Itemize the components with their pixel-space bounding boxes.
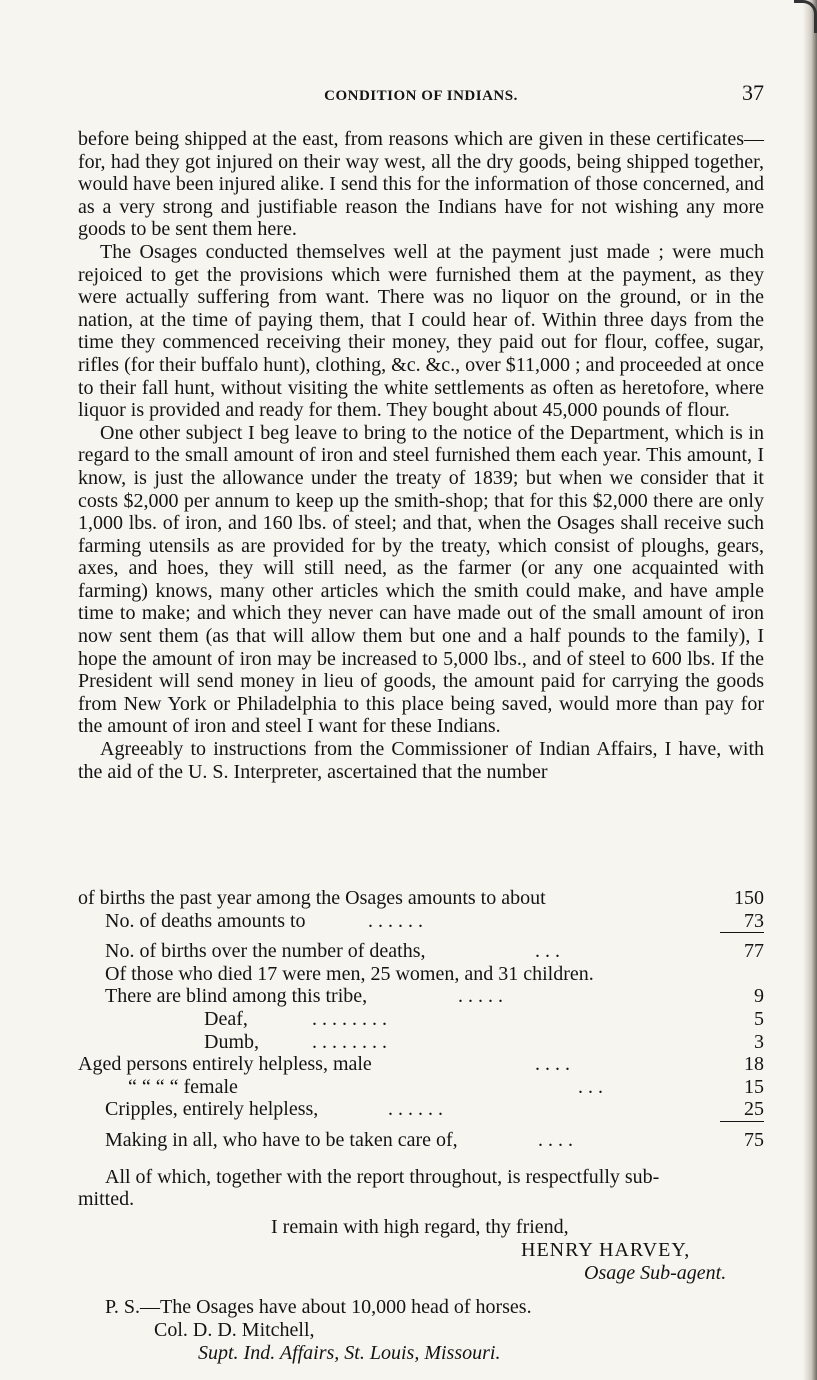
deaf-value: 5	[754, 1007, 764, 1030]
paragraph-3: One other subject I beg leave to bring to the notice of the Department, which is in regard to the small amount of iron and steel furnished them each year. This amount, I know, is just the allowance under the treaty of 1839; but when we consider that it costs $2,000 per annum to keep up the smith-shop; that for this $2,000 there are only 1,000 lbs. of iron, and 160 lbs. of steel; and that, when the Osages shall receive such farming utensils as are provided for by the treaty, which consist of ploughs, gears, axes, and hoes, they will still need, as the farmer (or any one acquainted with farming) knows, many other articles which the smith could make, and have ample time to make; and which they never can have made out of the small amount of iron now sent them (as that will allow them but one and a half pounds to the family), I hope the amount of iron may be increased to 5,000 lbs., and of steel to 600 lbs. If the President will send money in lieu of goods, the amount paid for carrying the goods from New York or Philadelphia to this place being saved, would more than pay for the amount of iron and steel I want for these Indians.	[78, 421, 764, 738]
deaf-dots: . . . . . . . .	[312, 1007, 387, 1030]
excess-label: No. of births over the number of deaths,	[105, 940, 426, 963]
stat-row-cripples	[78, 1098, 764, 1121]
stat-row-deaths	[78, 910, 764, 933]
stat-row-died-note	[78, 963, 764, 986]
stat-row-blind	[78, 985, 764, 1008]
submitted-line-1: All of which, together with the report throughout, is respectfully sub-	[105, 1166, 660, 1188]
stat-row-excess	[78, 940, 764, 963]
stat-row-total	[78, 1129, 764, 1152]
paragraph-4: Agreeably to instructions from the Commissioner of Indian Affairs, I have, with the aid of the U. S. Interpreter, ascertained that the number	[78, 738, 764, 783]
paragraph-2: The Osages conducted themselves well at the payment just made ; were much rejoiced to get the provisions which were furnished them at the payment, as they were actually suffering from want. There was no liquor on the ground, or in the nation, at the time of paying them, that I could hear of. Within three days from the time they commenced receiving their money, they paid out for flour, coffee, sugar, rifles (for their buffalo hunt), clothing, &c. &c., over $11,000 ; and proceeded at once to their fall hunt, without visiting the white settlements as often as heretofore, where liquor is provided and ready for them. They bought about 45,000 pounds of flour.	[78, 240, 764, 422]
cripples-dots: . . . . . .	[388, 1098, 443, 1121]
total-label: Making in all, who have to be taken care of,	[105, 1128, 458, 1151]
excess-dots: . . .	[535, 940, 560, 963]
regard-line: I remain with high regard, thy friend,	[271, 1216, 569, 1238]
body-text	[78, 128, 764, 783]
dumb-value: 3	[754, 1030, 764, 1053]
stat-row-aged-female	[78, 1076, 764, 1099]
aged-female-value: 15	[744, 1075, 764, 1098]
births-value: 150	[734, 887, 764, 909]
deaths-label: No. of deaths amounts to	[105, 909, 306, 932]
running-head: CONDITION OF INDIANS.	[324, 88, 518, 104]
total-dots: . . . .	[538, 1128, 573, 1151]
signer-title: Osage Sub-agent.	[584, 1262, 727, 1284]
stat-row-births	[78, 887, 764, 910]
died-note: Of those who died 17 were men, 25 women, and 31 children.	[105, 962, 594, 985]
cripples-label: Cripples, entirely helpless,	[105, 1098, 319, 1121]
signer-name: HENRY HARVEY,	[521, 1239, 691, 1261]
births-label: of births the past year among the Osages amounts to about	[78, 887, 546, 909]
page-header	[78, 80, 764, 110]
blind-label: There are blind among this tribe,	[105, 985, 368, 1008]
blind-value: 9	[754, 985, 764, 1008]
page-edge	[803, 0, 817, 1380]
page-number: 37	[742, 80, 764, 105]
submitted-line-2: mitted.	[78, 1188, 135, 1210]
excess-value: 77	[744, 940, 764, 963]
aged-female-dots: . . .	[578, 1075, 603, 1098]
deaths-dots: . . . . . .	[368, 909, 423, 932]
deaf-label: Deaf,	[204, 1007, 248, 1030]
paragraph-1: before being shipped at the east, from reasons which are given in these certificates—for, had they got injured on their way west, all the dry goods, being shipped together, would have been injured alike. I send this for the information of those concerned, and as a very strong and justifiable reason the Indians have for not wishing any more goods to be sent them here.	[78, 128, 764, 241]
blind-dots: . . . . .	[458, 985, 503, 1008]
aged-male-dots: . . . .	[535, 1053, 570, 1076]
aged-male-label: Aged persons entirely helpless, male	[78, 1053, 372, 1076]
statistics-table	[78, 887, 764, 1152]
postscript: P. S.—The Osages have about 10,000 head of horses.	[105, 1296, 532, 1318]
page-corner	[794, 0, 817, 33]
stat-row-dumb	[78, 1031, 764, 1054]
addressee-title: Supt. Ind. Affairs, St. Louis, Missouri.	[198, 1342, 501, 1364]
total-value: 75	[744, 1128, 764, 1151]
dumb-dots: . . . . . . . .	[312, 1030, 387, 1053]
aged-female-label: “ “ “ “ female	[128, 1075, 238, 1098]
deaths-value: 73	[720, 910, 764, 934]
addressee: Col. D. D. Mitchell,	[154, 1319, 315, 1341]
cripples-value: 25	[720, 1098, 764, 1122]
aged-male-value: 18	[744, 1053, 764, 1076]
stat-row-aged-male	[78, 1053, 764, 1076]
dumb-label: Dumb,	[204, 1030, 259, 1053]
stat-row-deaf	[78, 1008, 764, 1031]
